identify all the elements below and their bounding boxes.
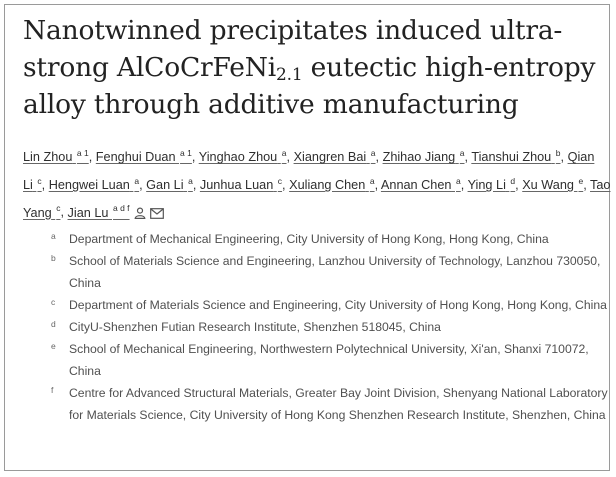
author-name: Jian Lu bbox=[67, 205, 109, 220]
affiliation-text: CityU-Shenzhen Futian Research Institute, Shenzhen 518045, China bbox=[69, 320, 441, 334]
affiliation-list bbox=[49, 228, 614, 426]
author-separator: , bbox=[191, 150, 199, 165]
affiliation-marker: a bbox=[51, 231, 56, 241]
affiliation-marker: d bbox=[51, 319, 56, 329]
author-affiliation-marker: a bbox=[369, 175, 375, 186]
author-affiliation-marker: a bbox=[134, 175, 140, 186]
author-link[interactable] bbox=[48, 175, 140, 192]
author-affiliation-marker: a bbox=[188, 175, 193, 186]
affiliation-text: Department of Mechanical Engineering, City University of Hong Kong, Hong Kong, China bbox=[69, 232, 549, 246]
affiliation-text: Department of Materials Science and Engineering, City University of Hong Kong, Hong Kong, China bbox=[69, 298, 607, 312]
author-separator: , bbox=[460, 177, 468, 192]
author-name: Xiangren Bai bbox=[293, 150, 367, 165]
affiliation-text: School of Materials Science and Engineering, Lanzhou University of Technology, Lanzhou 730050, China bbox=[69, 254, 601, 290]
author-separator: , bbox=[375, 150, 383, 165]
author-separator: , bbox=[374, 177, 381, 192]
author-affiliation-marker: a bbox=[281, 148, 287, 158]
author-separator: , bbox=[60, 205, 68, 220]
author-name: Yinghao Zhou bbox=[198, 150, 278, 165]
affiliation-item bbox=[49, 250, 614, 294]
author-link[interactable] bbox=[23, 150, 89, 164]
author-name: Hengwei Luan bbox=[48, 177, 130, 192]
affiliation-item bbox=[49, 316, 614, 338]
envelope-icon[interactable] bbox=[150, 204, 164, 228]
author-name: Lin Zhou bbox=[23, 150, 73, 165]
author-link[interactable] bbox=[96, 150, 192, 164]
author-link[interactable] bbox=[467, 175, 516, 192]
author-link[interactable] bbox=[289, 175, 375, 192]
author-separator: , bbox=[192, 177, 200, 192]
author-affiliation-marker: c bbox=[277, 175, 283, 186]
author-affiliation-marker: c bbox=[37, 175, 42, 186]
author-link[interactable] bbox=[380, 175, 461, 192]
author-name: Fenghui Duan bbox=[95, 150, 176, 165]
author-link[interactable] bbox=[146, 175, 193, 192]
title-subscript: 2.1 bbox=[276, 65, 303, 85]
affiliation-item bbox=[49, 228, 614, 250]
affiliation-text: Centre for Advanced Structural Materials, Greater Bay Joint Division, Shenyang National Laboratory for Materials Science, City University of Hong Kong Shenzhen Research Institute, Shenzhen, China bbox=[69, 386, 608, 422]
author-affiliation-marker: d bbox=[510, 175, 516, 186]
author-separator: , bbox=[583, 177, 591, 192]
title-text-end: eutectic high-entropy alloy through additive manufacturing bbox=[23, 52, 596, 120]
author-affiliation-marker: a 1 bbox=[76, 148, 89, 158]
author-name: Qian Li bbox=[23, 150, 595, 192]
author-list bbox=[23, 142, 613, 227]
affiliation-item bbox=[49, 294, 614, 316]
author-name: Gan Li bbox=[146, 177, 184, 192]
article-title bbox=[23, 12, 608, 123]
author-name: Tao Yang bbox=[23, 177, 611, 220]
author-separator: , bbox=[286, 150, 294, 165]
author-link[interactable] bbox=[383, 150, 465, 164]
affiliation-marker: f bbox=[51, 385, 54, 395]
author-affiliation-marker: c bbox=[56, 203, 61, 214]
author-affiliation-marker: a bbox=[370, 148, 376, 158]
author-separator: , bbox=[464, 150, 472, 165]
author-name: Zhihao Jiang bbox=[382, 150, 456, 165]
author-name: Annan Chen bbox=[380, 177, 452, 192]
article-header-frame bbox=[4, 4, 610, 471]
author-affiliation-marker: a d f bbox=[113, 203, 130, 214]
author-separator: , bbox=[515, 177, 523, 192]
author-separator: , bbox=[88, 150, 96, 165]
author-link[interactable] bbox=[522, 175, 584, 192]
author-separator: , bbox=[560, 150, 568, 165]
title-text: Nanotwinned precipitates induced ultra-strong AlCoCrFeNi bbox=[23, 15, 563, 83]
affiliation-marker: c bbox=[51, 297, 56, 307]
affiliation-marker: e bbox=[51, 341, 56, 351]
affiliation-marker: b bbox=[51, 253, 56, 263]
author-affiliation-marker: a 1 bbox=[180, 148, 192, 158]
author-link[interactable] bbox=[471, 150, 560, 164]
author-affiliation-marker: a bbox=[459, 148, 465, 158]
affiliation-item bbox=[49, 382, 614, 426]
author-name: Xuliang Chen bbox=[289, 177, 366, 192]
author-link[interactable] bbox=[199, 150, 287, 164]
author-affiliation-marker: b bbox=[555, 148, 561, 158]
author-name: Tianshui Zhou bbox=[471, 150, 552, 165]
author-name: Ying Li bbox=[467, 177, 506, 192]
author-separator: , bbox=[282, 177, 290, 192]
person-icon[interactable] bbox=[134, 204, 146, 228]
author-separator: , bbox=[41, 177, 49, 192]
affiliation-text: School of Mechanical Engineering, Northwestern Polytechnical University, Xi'an, Shanxi 710072, China bbox=[69, 342, 589, 378]
author-name: Xu Wang bbox=[522, 177, 574, 192]
author-name: Junhua Luan bbox=[199, 177, 274, 192]
author-link[interactable] bbox=[294, 150, 376, 164]
author-affiliation-marker: a bbox=[456, 175, 461, 186]
author-affiliation-marker: e bbox=[578, 175, 584, 186]
affiliation-item bbox=[49, 338, 614, 382]
author-link[interactable] bbox=[199, 175, 283, 192]
author-separator: , bbox=[139, 177, 147, 192]
author-link[interactable] bbox=[67, 203, 130, 220]
